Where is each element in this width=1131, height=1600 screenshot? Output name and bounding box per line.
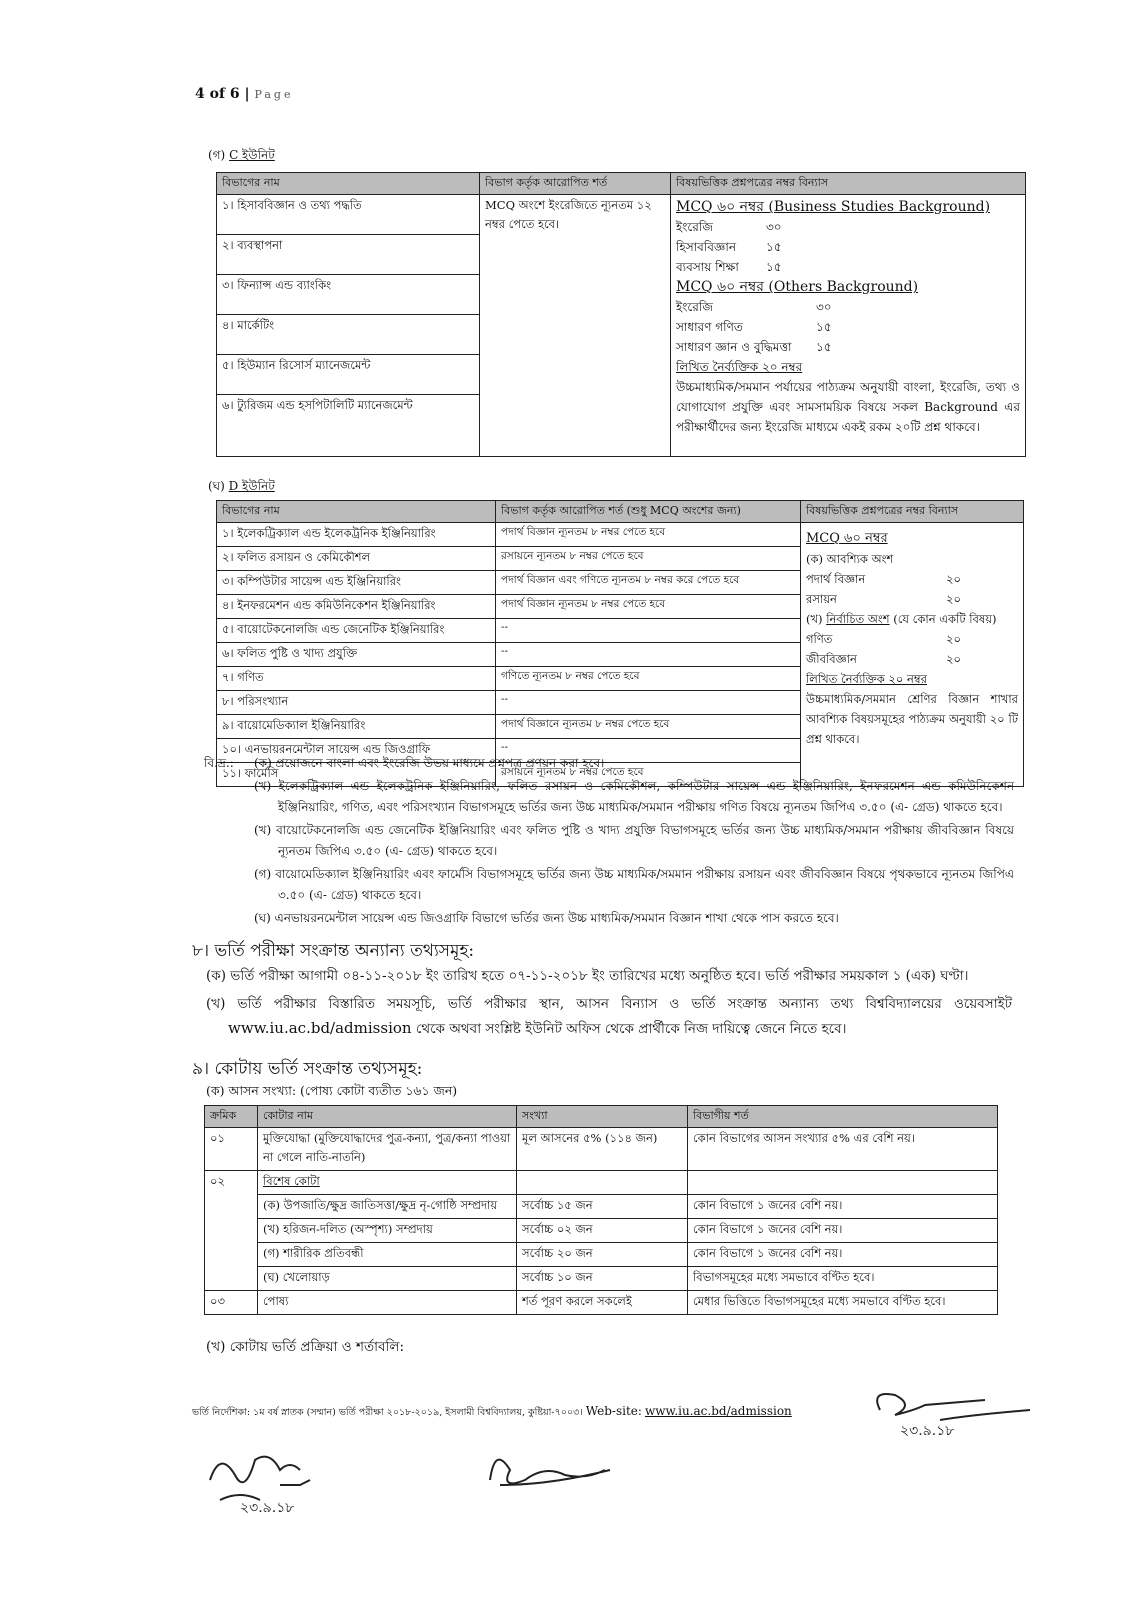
quota-condition: কোন বিভাগে ১ জনের বেশি নয়। [688,1243,998,1267]
condition: পদার্থ বিজ্ঞান এবং গণিতে ন্যূনতম ৮ নম্বর করে পেতে হবে [496,571,801,595]
marks: ২০ [946,632,961,646]
quota-condition: কোন বিভাগের আসন সংখ্যার ৫% এর বেশি নয়। [688,1128,998,1171]
quota-process-heading: (খ) কোটায় ভর্তি প্রক্রিয়া ও শর্তাবলি: [206,1339,405,1355]
quota-count: সর্বোচ্চ ১০ জন [517,1267,688,1291]
quota-count: শর্ত পূরণ করলে সকলেই [517,1291,688,1315]
footer-web-link[interactable]: www.iu.ac.bd/admission [644,1404,792,1418]
condition: MCQ অংশে ইংরেজিতে ন্যূনতম ১২ নম্বর পেতে হবে। [480,195,671,457]
col-header: ক্রমিক [205,1106,258,1128]
subject: জীববিজ্ঞান [806,652,857,666]
written-heading: লিখিত নৈর্ব্যক্তিক ২০ নম্বর [806,672,927,686]
quota-name: মুক্তিযোদ্ধা (মুক্তিযোদ্ধাদের পুত্র-কন্যা, পুত্র/কন্যা পাওয়া না গেলে নাতি-নাতনি) [258,1128,517,1171]
signature-date: ২৩.৯.১৮ [240,1500,295,1516]
text: নির্বাচিত অংশ [826,612,890,626]
department: ১। হিসাববিজ্ঞান ও তথ্য পদ্ধতি [217,195,480,235]
subject-marks [676,337,1020,357]
note-item: (খ) বায়োটেকনোলজি এন্ড জেনেটিক ইঞ্জিনিয়ারিং এবং ফলিত পুষ্টি ও খাদ্য প্রযুক্তি বিভাগসমূহে ভর্তির জন্য উচ্চ মাধ্যমিক/সমমান পরীক্ষায় জীববিজ্ঞান বিষয়ে ন্যূনতম জিপিএ ৩.৫০ (এ- গ্রেড) থাকতে হবে। [254,823,1014,858]
col-header: বিভাগ কর্তৃক আরোপিত শর্ত [480,173,671,195]
subject-marks [806,589,1018,609]
written-desc: উচ্চমাধ্যমিক/সমমান পর্যায়ের পাঠ্যক্রম অনুযায়ী বাংলা, ইংরেজি, তথ্য ও যোগাযোগ প্রযুক্তি এবং সামসাময়িক বিষয়ে সকল Background এর পরীক্ষার্থীদের জন্য ইংরেজি মাধ্যমে একই রকম ২০টি প্রশ্ন থাকবে। [676,380,1020,434]
subject-marks [676,257,1020,277]
department: ৬। ট্যুরিজম এন্ড হসপিটালিটি ম্যানেজমেন্ট [217,395,480,457]
marks: ১৫ [816,340,832,354]
condition: -- [496,739,801,763]
unit-d-table [216,500,1024,787]
text: (যে কোন একটি বিষয়) [893,612,997,626]
col-header: বিষয়ভিত্তিক প্রশ্নপত্রের নম্বর বিন্যাস [801,501,1024,523]
subject: হিসাববিজ্ঞান [676,240,737,254]
note-item: (গ) বায়োমেডিক্যাল ইঞ্জিনিয়ারিং এবং ফার্মেসি বিভাগসমূহে ভর্তির জন্য উচ্চ মাধ্যমিক/সমমান পরীক্ষায় রসায়ন এবং জীববিজ্ঞান বিষয়ে পৃথকভাবে ন্যূনতম জিপিএ ৩.৫০ (এ- গ্রেড) থাকতে হবে। [254,867,1014,902]
condition: -- [496,691,801,715]
compulsory-heading: (ক) আবশ্যিক অংশ [806,552,894,566]
table-row [205,1243,998,1267]
marks: ২০ [946,652,961,666]
written-heading: লিখিত নৈর্ব্যক্তিক ২০ নম্বর [676,360,803,374]
table-row [205,1195,998,1219]
signature-middle [480,1440,640,1500]
quota-condition: বিভাগসমূহের মধ্যে সমভাবে বণ্টিত হবে। [688,1267,998,1291]
col-header: সংখ্যা [517,1106,688,1128]
quota-count: সর্বোচ্চ ০২ জন [517,1219,688,1243]
written-desc: উচ্চমাধ্যমিক/সমমান শ্রেণির বিজ্ঞান শাখার আবশ্যিক বিষয়সমূহের পাঠ্যক্রম অনুযায়ী ২০ টি প্রশ্ন থাকবে। [806,692,1018,746]
department: ১। ইলেকট্রিক্যাল এন্ড ইলেকট্রনিক ইঞ্জিনিয়ারিং [217,523,496,547]
table-row [205,1128,998,1171]
table-row [205,1291,998,1315]
department: ৯। বায়োমেডিক্যাল ইঞ্জিনিয়ারিং [217,715,496,739]
quota-condition [688,1171,998,1195]
subject-marks [806,569,1018,589]
marks: ১৫ [816,320,832,334]
quota-count: সর্বোচ্চ ১৫ জন [517,1195,688,1219]
marks: ৩০ [766,220,782,234]
note-item: (খ) ইলেকট্রিক্যাল এন্ড ইলেকট্রনিক ইঞ্জিনিয়ারিং, ফলিত রসায়ন ও কেমিকৌশল, কম্পিউটার সায়েন্স এন্ড ইঞ্জিনিয়ারিং, ইনফরমেশন এন্ড কমিউনিকেশন ইঞ্জিনিয়ারিং, গণিত, এবং পরিসংখ্যান বিভাগসমূহে ভর্তির জন্য উচ্চ মাধ্যমিক/সমমান পরীক্ষায় গণিত বিষয়ে ন্যূনতম জিপিএ ৩.৫০ (এ- গ্রেড) থাকতে হবে। [254,779,1014,814]
quota-condition: মেধার ভিত্তিতে বিভাগসমূহের মধ্যে সমভাবে বণ্টিত হবে। [688,1291,998,1315]
subject: সাধারণ গণিত [676,320,743,334]
serial: ০৩ [205,1291,258,1315]
notes [204,753,1014,931]
department: ৫। হিউম্যান রিসোর্স ম্যানেজমেন্ট [217,355,480,395]
subject-marks [676,217,1020,237]
section-9-title: ৯। কোটায় ভর্তি সংক্রান্ত তথ্যসমূহ: [192,1059,423,1079]
condition: -- [496,619,801,643]
subject-marks [806,629,1018,649]
notes-label: বি.দ্র.: [204,756,234,770]
subject: পদার্থ বিজ্ঞান [806,572,866,586]
subject: গণিত [806,632,833,646]
section-8-title: ৮। ভর্তি পরীক্ষা সংক্রান্ত অন্যান্য তথ্যসমূহ: [192,941,475,961]
department: ৩। কম্পিউটার সায়েন্স এন্ড ইঞ্জিনিয়ারিং [217,571,496,595]
col-header: বিষয়ভিত্তিক প্রশ্নপত্রের নম্বর বিন্যাস [671,173,1026,195]
section-8-b [206,992,1012,1041]
subject-marks [676,297,1020,317]
subject: রসায়ন [806,592,837,606]
unit-c-label: (গ) C ইউনিট [208,148,275,162]
marks: ১৫ [766,260,782,274]
department: ৭। গণিত [217,667,496,691]
marks-distribution [671,195,1026,457]
quota-table [204,1105,998,1315]
quota-name: (খ) হরিজন-দলিত (অস্পৃশ্য) সম্প্রদায় [258,1219,517,1243]
quota-name: (গ) শারীরিক প্রতিবন্ধী [258,1243,517,1267]
quota-condition: কোন বিভাগে ১ জনের বেশি নয়। [688,1195,998,1219]
marks: ২০ [946,592,961,606]
quota-count: মূল আসনের ৫% (১১৪ জন) [517,1128,688,1171]
condition: পদার্থ বিজ্ঞানে ন্যূনতম ৮ নম্বর পেতে হবে [496,715,801,739]
subject: সাধারণ জ্ঞান ও বুদ্ধিমত্তা [676,340,792,354]
quota-name: (ঘ) খেলোয়াড় [258,1267,517,1291]
mcq-heading: MCQ ৬০ নম্বর [806,531,888,546]
section-8-a: (ক) ভর্তি পরীক্ষা আগামী ০৪-১১-২০১৮ ইং তারিখ হতে ০৭-১১-২০১৮ ইং তারিখের মধ্যে অনুষ্ঠিত হবে। ভর্তি পরীক্ষার সময়কাল ১ (এক) ঘণ্টা। [206,968,969,984]
department: ৬। ফলিত পুষ্টি ও খাদ্য প্রযুক্তি [217,643,496,667]
subject-marks [676,317,1020,337]
subject-marks [806,649,1018,669]
quota-name: (ক) উপজাতি/ক্ষুদ্র জাতিসত্তা/ক্ষুদ্র নৃ-গোষ্ঠি সম্প্রদায় [258,1195,517,1219]
unit-d-label: (ঘ) D ইউনিট [208,479,275,493]
col-header: বিভাগ কর্তৃক আরোপিত শর্ত (শুধু MCQ অংশের জন্য) [496,501,801,523]
text: (খ) ভর্তি পরীক্ষার বিস্তারিত সময়সূচি, ভর্তি পরীক্ষার স্থান, আসন বিন্যাস ও ভর্তি সংক্রান্ত অন্যান্য তথ্য বিশ্ববিদ্যালয়ের ওয়েবসাইট [206,996,1012,1012]
marks: ১৫ [766,240,782,254]
mcq-heading: MCQ ৬০ নম্বর (Others Background) [676,279,919,295]
unit-c-table [216,172,1026,457]
marks: ৩০ [816,300,832,314]
department: ৩। ফিন্যান্স এন্ড ব্যাংকিং [217,275,480,315]
condition: রসায়নে ন্যূনতম ৮ নম্বর পেতে হবে [496,763,801,787]
marks-distribution [801,523,1024,787]
quota-count [517,1171,688,1195]
subject: ইংরেজি [676,220,713,234]
quota-condition: কোন বিভাগে ১ জনের বেশি নয়। [688,1219,998,1243]
section-8-body [206,964,1012,1041]
department: ৪। মার্কেটিং [217,315,480,355]
footer-text: ভর্তি নির্দেশিকা: ১ম বর্ষ স্নাতক (সম্মান) ভর্তি পরীক্ষা ২০১৮-২০১৯, ইসলামী বিশ্ববিদ্যালয়, কুষ্টিয়া-৭০০৩। [192,1407,583,1418]
department: ২। ফলিত রসায়ন ও কেমিকৌশল [217,547,496,571]
subject: ইংরেজি [676,300,713,314]
seat-count: (ক) আসন সংখ্যা: (পোষ্য কোটা ব্যতীত ১৬১ জন) [206,1083,458,1098]
table-row [205,1267,998,1291]
text: (খ) [806,612,823,626]
department: ৪। ইনফরমেশন এন্ড কমিউনিকেশন ইঞ্জিনিয়ারিং [217,595,496,619]
quota-name: পোষ্য [258,1291,517,1315]
quota-count: সর্বোচ্চ ২০ জন [517,1243,688,1267]
col-header: বিভাগের নাম [217,173,480,195]
subject: ব্যবসায় শিক্ষা [676,260,739,274]
admission-link[interactable]: www.iu.ac.bd/admission [228,1019,412,1037]
condition: পদার্থ বিজ্ঞান ন্যূনতম ৮ নম্বর পেতে হবে [496,595,801,619]
condition: -- [496,643,801,667]
condition: রসায়নে ন্যূনতম ৮ নম্বর পেতে হবে [496,547,801,571]
department: ১১। ফার্মেসি [217,763,496,787]
col-header: কোটার নাম [258,1106,517,1128]
col-header: বিভাগীয় শর্ত [688,1106,998,1128]
table-row [205,1171,998,1195]
signature-date: ২৩.৯.১৮ [900,1423,955,1439]
department: ৫। বায়োটেকনোলজি এন্ড জেনেটিক ইঞ্জিনিয়ারিং [217,619,496,643]
note-item: (ক) প্রয়োজনে বাংলা এবং ইংরেজি উভয় মাধ্যমে প্রশ্নপত্র প্রণয়ন করা হবে। [254,756,605,770]
serial: ০১ [205,1128,258,1171]
text: থেকে অথবা সংশ্লিষ্ট ইউনিট অফিস থেকে প্রার্থীকে নিজ দায়িত্বে জেনে নিতে হবে। [415,1021,847,1037]
table-row [217,523,1024,547]
optional-heading [806,609,1018,629]
quota-name: বিশেষ কোটা [258,1171,517,1195]
mcq-heading: MCQ ৬০ নম্বর (Business Studies Background) [676,199,991,215]
table-row [205,1219,998,1243]
subject-marks [676,237,1020,257]
signature-left [200,1440,360,1520]
condition: গণিতে ন্যূনতম ৮ নম্বর পেতে হবে [496,667,801,691]
serial: ০২ [205,1171,258,1291]
department: ১০। এনভায়রনমেন্টাল সায়েন্স এন্ড জিওগ্রাফি [217,739,496,763]
page-number: 4 of 6 | Page [195,86,294,102]
department: ৮। পরিসংখ্যান [217,691,496,715]
marks: ২০ [946,572,961,586]
signature-right [860,1380,1040,1460]
condition: পদার্থ বিজ্ঞান ন্যূনতম ৮ নম্বর পেতে হবে [496,523,801,547]
note-item: (ঘ) এনভায়রনমেন্টাল সায়েন্স এন্ড জিওগ্রাফি বিভাগে ভর্তির জন্য উচ্চ মাধ্যমিক/সমমান বিজ্ঞান শাখা থেকে পাস করতে হবে। [254,911,839,925]
department: ২। ব্যবস্থাপনা [217,235,480,275]
col-header: বিভাগের নাম [217,501,496,523]
footer-web-label: Web-site: [585,1404,642,1418]
footer [192,1404,792,1421]
